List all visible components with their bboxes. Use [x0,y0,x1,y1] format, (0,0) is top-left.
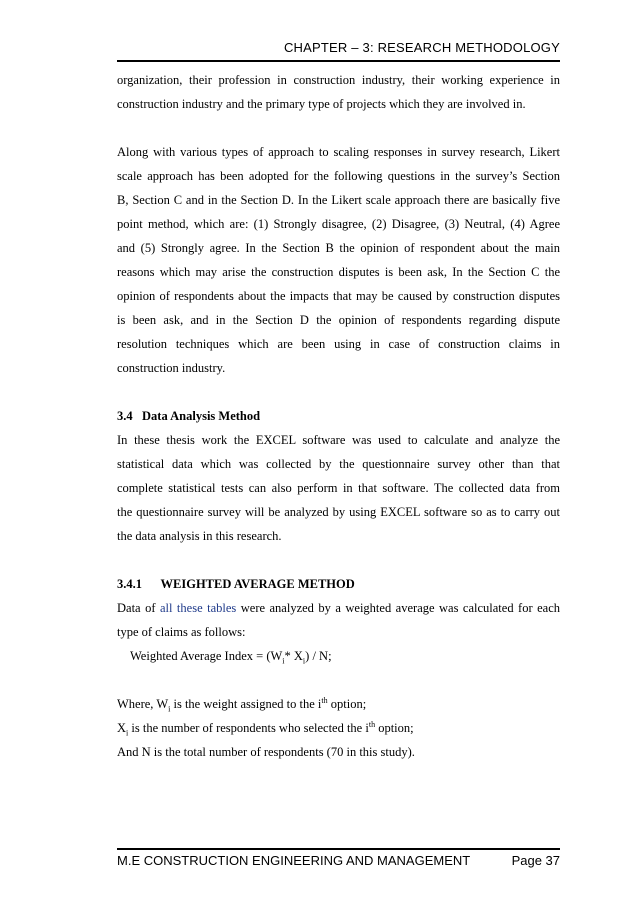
text-line: Along with various types of approach to scaling responses in survey research, Likert [117,145,560,159]
text-line: point method, which are: (1) Strongly disagree, (2) Disagree, (3) Neutral, (4) Agree [117,217,560,231]
text-line: opinion of respondents about the impacts that may be caused by construction disputes [117,289,560,303]
section-number: 3.4 [117,409,133,423]
text-line: organization, their profession in construction industry, their working experience in [117,73,560,87]
paragraph-3-4-1 [117,596,560,644]
definition-w: Where, $W_i$ is the weight assigned to the $i^{th}$ option; [117,695,367,714]
text-line: statistical data which was collected by the questionnaire survey other than that [117,457,560,471]
footer-rule [117,848,560,850]
page-number: Page 37 [511,853,560,868]
section-title: Data Analysis Method [142,409,261,423]
page-body [117,68,560,764]
text-line: In these thesis work the EXCEL software was used to calculate and analyze the [117,433,560,447]
definitions [117,692,560,764]
paragraph-1 [117,68,560,116]
section-heading-3-4 [117,404,560,428]
text-line: complete statistical tests can also perform in that software. The collected data from [117,481,560,495]
text-line: Data of all these tables were analyzed by a weighted average was calculated for each [117,601,561,615]
section-heading-3-4-1 [117,572,560,596]
text-line: B, Section C and in the Section D. In the Likert scale approach there are basically five [117,193,560,207]
section-title: WEIGHTED AVERAGE METHOD [160,577,355,591]
definition-n: And N is the total number of respondents (70 in this study). [117,745,415,759]
text-line: construction industry and the primary type of projects which they are involved in. [117,97,526,111]
header-rule [117,60,560,62]
text-line: resolution techniques which are been using in case of construction claims in [117,337,560,351]
definition-x: $X_i$ is the number of respondents who selected the $i^{th}$ option; [117,719,414,738]
text-line: the data analysis in this research. [117,529,282,543]
paragraph-3-4 [117,428,560,548]
tables-link[interactable]: all these tables [159,601,237,615]
weighted-average-formula: Weighted Average Index = ($W_i*$ $X_i$) / N; [130,649,332,666]
text-line: type of claims as follows: [117,625,246,639]
text-line: the questionnaire survey will be analyzed by using EXCEL software so as to carry out [117,505,560,519]
section-number: 3.4.1 [117,577,142,591]
footer-program: M.E CONSTRUCTION ENGINEERING AND MANAGEMENT [117,853,471,868]
text-line: and (5) Strongly agree. In the Section B the opinion of respondent about the main [117,241,560,255]
text-line: is been ask, and in the Section D the opinion of respondents regarding dispute [117,313,560,327]
running-header: CHAPTER – 3: RESEARCH METHODOLOGY [283,40,560,55]
text-line: scale approach has been adopted for the following questions in the survey’s Section [117,169,560,183]
text-line: construction industry. [117,361,226,375]
paragraph-2 [117,140,560,380]
text-line: reasons which may arise the construction disputes is been ask, In the Section C the [117,265,560,279]
